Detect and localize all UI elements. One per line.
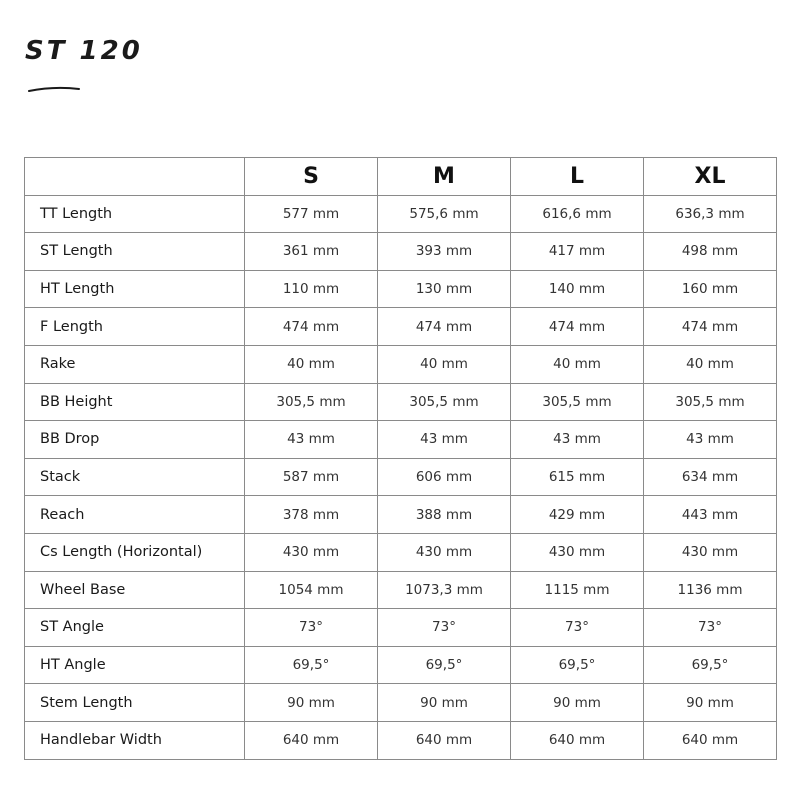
table-cell: 640 mm [511,721,644,759]
row-label: Handlebar Width [25,721,245,759]
table-cell: 40 mm [245,345,378,383]
row-label: Stem Length [25,684,245,722]
table-cell: 40 mm [511,345,644,383]
table-cell: 640 mm [644,721,777,759]
table-cell: 474 mm [511,308,644,346]
table-cell: 615 mm [511,458,644,496]
table-cell: 90 mm [245,684,378,722]
table-row [25,345,777,383]
table-cell: 73° [644,609,777,647]
table-cell: 130 mm [378,270,511,308]
table-row [25,421,777,459]
table-cell: 388 mm [378,496,511,534]
table-cell: 429 mm [511,496,644,534]
table-cell: 305,5 mm [378,383,511,421]
table-row [25,233,777,271]
table-cell: 90 mm [644,684,777,722]
table-cell: 69,5° [644,646,777,684]
table-row [25,609,777,647]
table-cell: 640 mm [245,721,378,759]
table-row [25,721,777,759]
table-cell: 430 mm [378,533,511,571]
table-row [25,646,777,684]
row-label: HT Angle [25,646,245,684]
geometry-table [24,157,777,760]
table-cell: 417 mm [511,233,644,271]
table-cell: 73° [245,609,378,647]
row-label: F Length [25,308,245,346]
table-row [25,458,777,496]
table-cell: 1054 mm [245,571,378,609]
table-cell: 160 mm [644,270,777,308]
table-row [25,270,777,308]
table-cell: 474 mm [644,308,777,346]
table-cell: 634 mm [644,458,777,496]
row-label: BB Height [25,383,245,421]
table-cell: 378 mm [245,496,378,534]
table-cell: 616,6 mm [511,195,644,233]
table-cell: 90 mm [378,684,511,722]
table-cell: 1115 mm [511,571,644,609]
table-cell: 43 mm [378,421,511,459]
table-row [25,684,777,722]
row-label: Reach [25,496,245,534]
table-cell: 575,6 mm [378,195,511,233]
table-cell: 430 mm [644,533,777,571]
row-label: ST Length [25,233,245,271]
table-row [25,308,777,346]
row-label: Stack [25,458,245,496]
table-cell: 40 mm [644,345,777,383]
table-cell: 69,5° [245,646,378,684]
row-label: Cs Length (Horizontal) [25,533,245,571]
table-cell: 305,5 mm [245,383,378,421]
header-size-s: S [245,158,378,196]
row-label: Wheel Base [25,571,245,609]
header-size-m: M [378,158,511,196]
table-cell: 1073,3 mm [378,571,511,609]
title-underline-decoration [28,84,80,96]
header-corner-cell [25,158,245,196]
table-cell: 587 mm [245,458,378,496]
table-cell: 577 mm [245,195,378,233]
table-cell: 43 mm [245,421,378,459]
table-cell: 43 mm [644,421,777,459]
row-label: Rake [25,345,245,383]
table-cell: 69,5° [511,646,644,684]
table-cell: 140 mm [511,270,644,308]
table-cell: 606 mm [378,458,511,496]
row-label: BB Drop [25,421,245,459]
table-cell: 636,3 mm [644,195,777,233]
table-cell: 40 mm [378,345,511,383]
table-cell: 90 mm [511,684,644,722]
header-size-xl: XL [644,158,777,196]
table-cell: 305,5 mm [511,383,644,421]
table-row [25,496,777,534]
table-cell: 1136 mm [644,571,777,609]
row-label: HT Length [25,270,245,308]
table-row [25,533,777,571]
table-cell: 73° [378,609,511,647]
table-cell: 430 mm [511,533,644,571]
table-cell: 474 mm [378,308,511,346]
table-cell: 305,5 mm [644,383,777,421]
table-cell: 69,5° [378,646,511,684]
row-label: ST Angle [25,609,245,647]
table-row [25,571,777,609]
row-label: TT Length [25,195,245,233]
table-cell: 110 mm [245,270,378,308]
table-cell: 430 mm [245,533,378,571]
table-header-row [25,158,777,196]
header-size-l: L [511,158,644,196]
table-cell: 73° [511,609,644,647]
table-cell: 443 mm [644,496,777,534]
table-cell: 43 mm [511,421,644,459]
table-cell: 361 mm [245,233,378,271]
table-cell: 393 mm [378,233,511,271]
table-body [25,195,777,759]
table-cell: 474 mm [245,308,378,346]
table-row [25,195,777,233]
table-row [25,383,777,421]
table-cell: 640 mm [378,721,511,759]
page-title: ST 120 [25,36,143,66]
table-cell: 498 mm [644,233,777,271]
